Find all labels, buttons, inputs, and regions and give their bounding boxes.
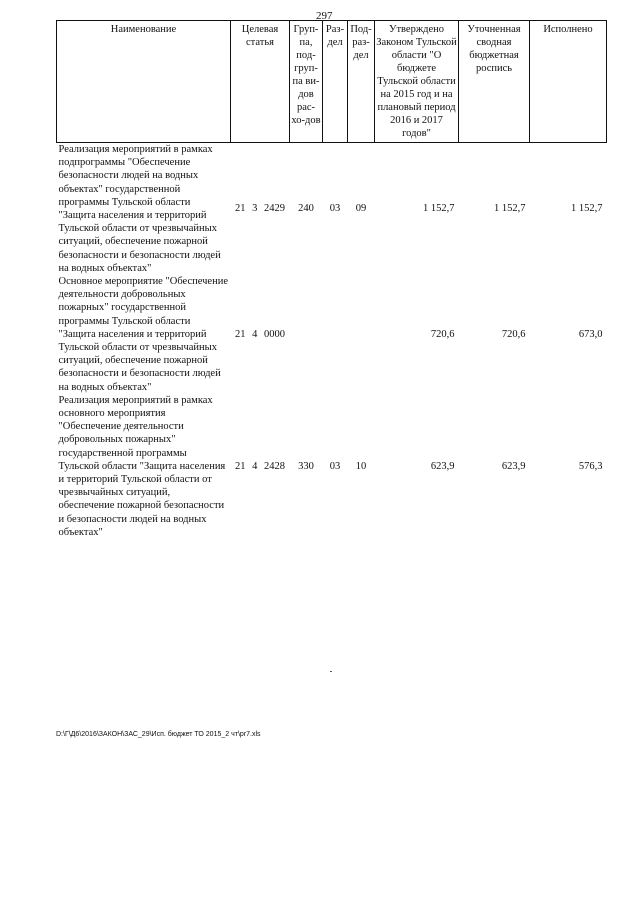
table-row: [57, 275, 607, 394]
table-header-row: [57, 21, 607, 143]
row-section: 03: [329, 203, 341, 215]
row-approved: 623,9: [430, 460, 455, 472]
row-target: 21 4 0000: [235, 328, 285, 340]
row-name: Реализация мероприятий в рамках основного мероприятия "Обеспечение деятельности добровольных пожарных" государственной программы Тульской области "Защита населения и территорий Тульской области от чрезвычайных ситуаций, обеспечение пожарной безопасности и безопасности людей на водных объектах": [58, 394, 226, 538]
file-path-footer: D:\Г\Д6\2016\ЗАКОН\ЗАС_29\Исп. бюджет ТО 2015_2 чт\pr7.xls: [56, 731, 261, 738]
row-subsection: [348, 275, 375, 394]
row-executed: 576,3: [578, 460, 603, 472]
budget-table: [56, 20, 606, 539]
table-row: [57, 143, 607, 276]
row-approved: 1 152,7: [423, 203, 455, 215]
row-target: 21 3 2429: [235, 203, 285, 215]
row-section: 03: [329, 460, 341, 472]
header-executed: Исполнено: [530, 21, 607, 143]
header-group: Груп-па, под-груп-па ви-дов рас-хо-дов: [290, 21, 323, 143]
row-name: Основное мероприятие "Обеспечение деятельности добровольных пожарных" государственной программы Тульской области "Защита населения и территорий Тульской области от чрезвычайных ситуаций, обеспечение пожарной безопасности и безопасности людей на водных объектах": [58, 276, 228, 393]
row-refined: 720,6: [501, 328, 526, 340]
row-subsection: 09: [355, 203, 367, 215]
header-target: Целевая статья: [231, 21, 290, 143]
row-executed: 1 152,7: [571, 203, 603, 215]
row-refined: 623,9: [501, 460, 526, 472]
row-executed: 673,0: [578, 328, 603, 340]
header-section: Раз-дел: [323, 21, 348, 143]
row-subsection: 10: [355, 460, 367, 472]
header-approved: Утверждено Законом Тульской области "О бюджете Тульской области на 2015 год и на плановый период 2016 и 2017 годов": [375, 21, 459, 143]
row-target: 21 4 2428: [235, 460, 285, 472]
table-row: [57, 394, 607, 539]
row-section: [323, 275, 348, 394]
header-refined: Уточненная сводная бюджетная роспись: [459, 21, 530, 143]
row-refined: 1 152,7: [494, 203, 526, 215]
row-name: Реализация мероприятий в рамках подпрограммы "Обеспечение безопасности людей на водных объектах" государственной программы Тульской области "Защита населения и территорий Тульской области от чрезвычайных ситуаций, обеспечение пожарной безопасности и безопасности людей на водных объектах": [58, 144, 221, 274]
row-group: 330: [298, 460, 314, 472]
header-name: Наименование: [57, 21, 231, 143]
row-group: [290, 275, 323, 394]
scan-dot: [330, 671, 332, 672]
row-group: 240: [298, 203, 314, 215]
header-subsection: Под-раз-дел: [348, 21, 375, 143]
row-approved: 720,6: [430, 328, 455, 340]
page-number: 297: [316, 10, 333, 22]
